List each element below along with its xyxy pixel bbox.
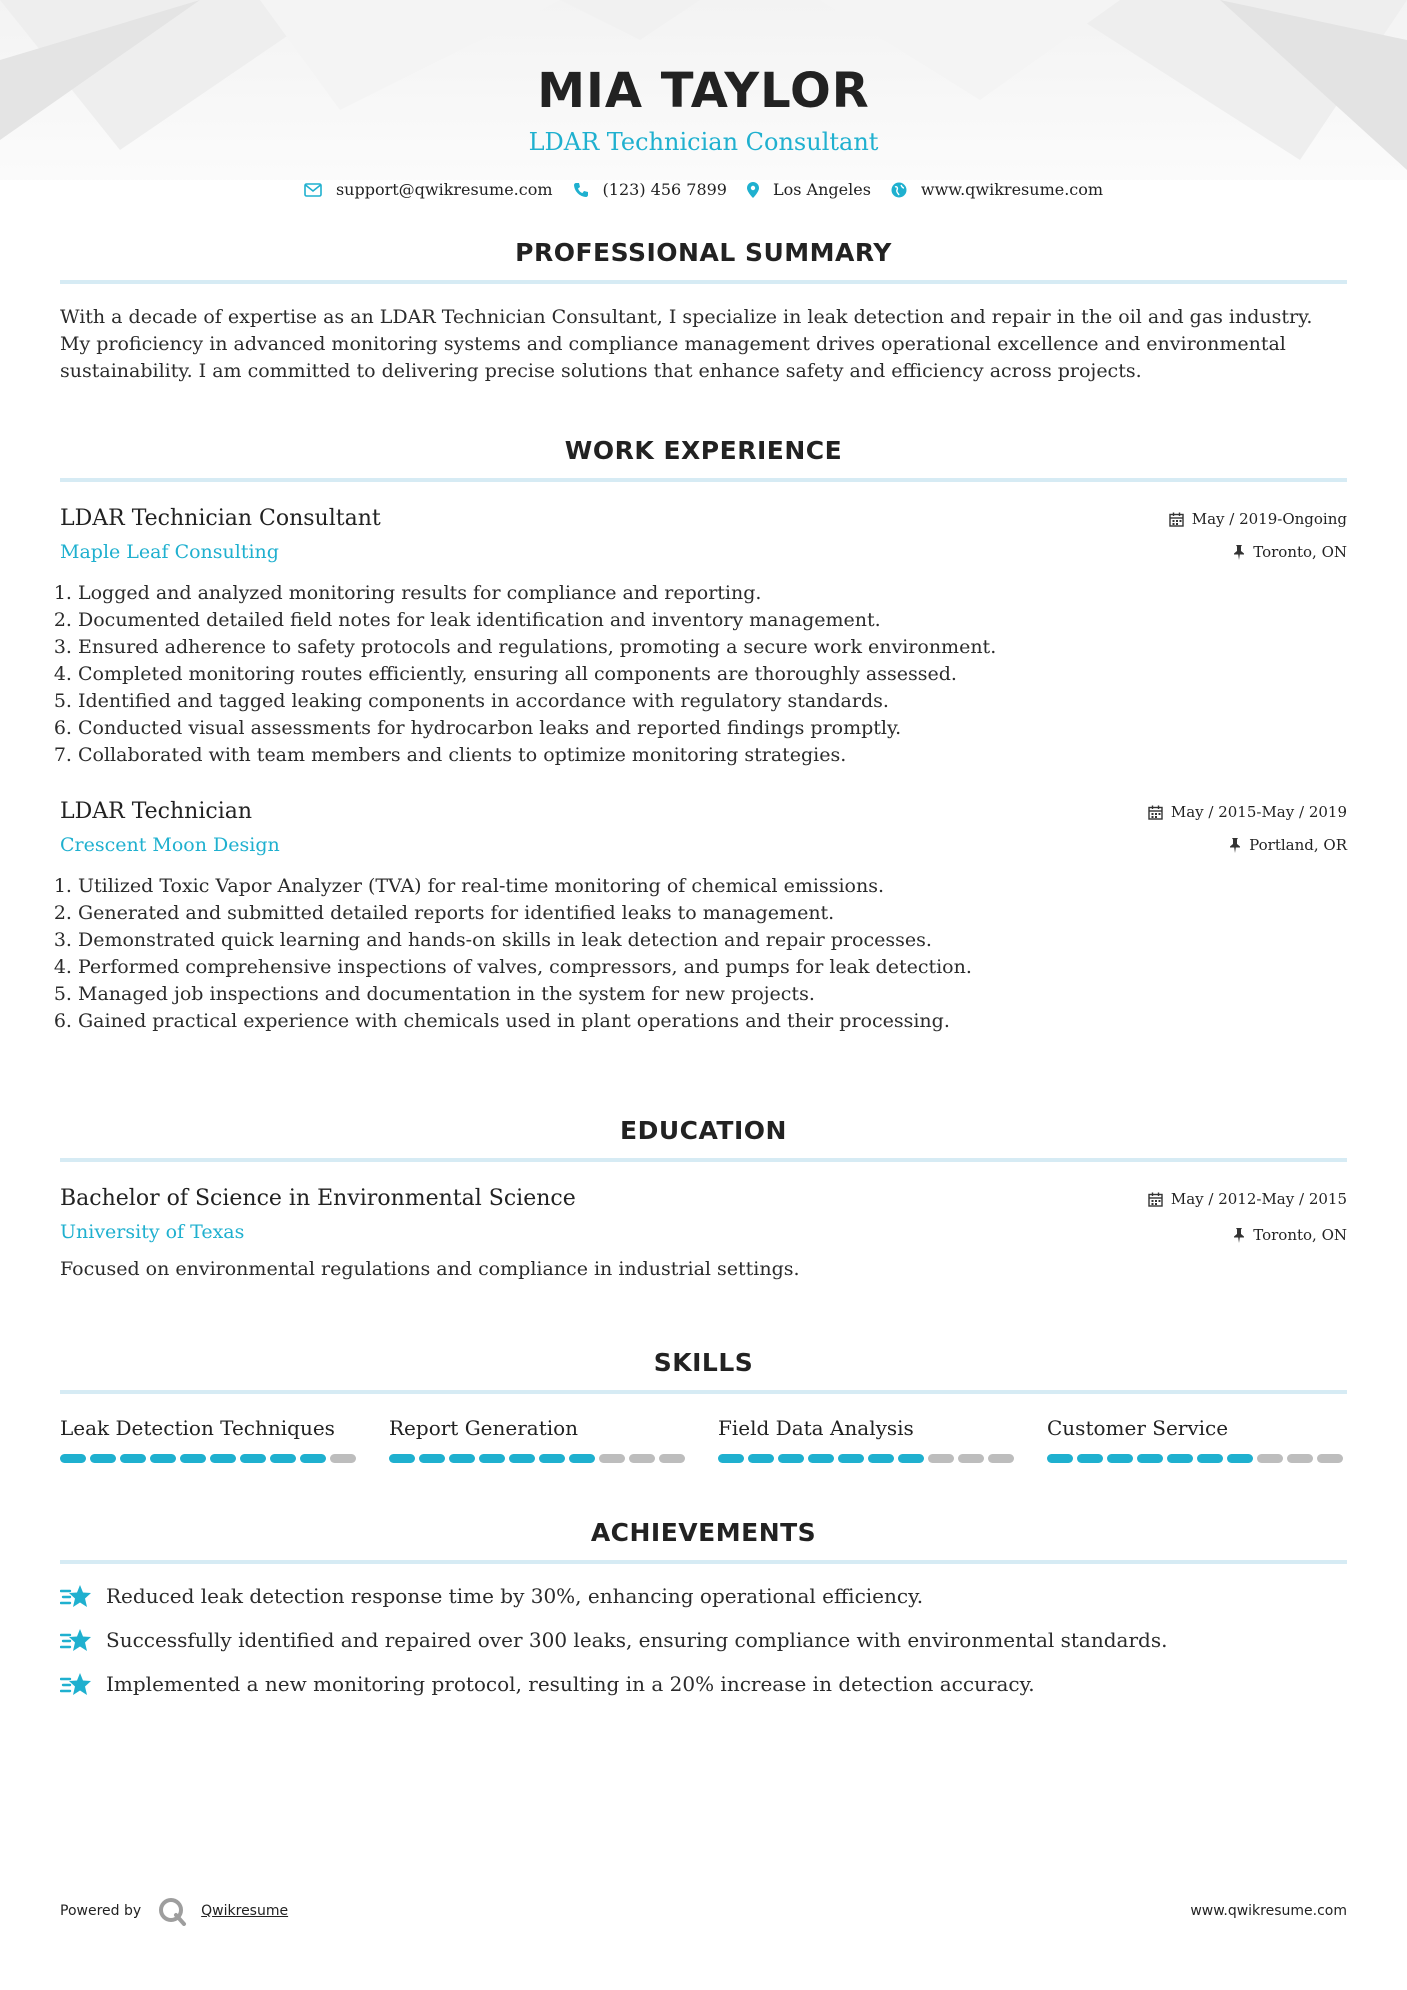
skill-name: Report Generation [389,1416,579,1440]
skill-segment-filled [389,1454,415,1463]
skill-level-bar [718,1454,1018,1463]
education-dates [1148,1188,1347,1210]
skill-segment-filled [569,1454,595,1463]
skill-segment-filled [1227,1454,1253,1463]
skills-section [60,1346,1347,1463]
shooting-star-icon [60,1582,92,1610]
list-item: 1. Utilized Toxic Vapor Analyzer (TVA) for real-time monitoring of chemical emissions. [78,873,1347,900]
qwikresume-link[interactable]: Qwikresume [201,1903,289,1919]
skill-segment-empty [1287,1454,1313,1463]
skill-segment-filled [60,1454,86,1463]
skill-item [60,1414,360,1463]
skill-segment-empty [599,1454,625,1463]
page-footer [60,1896,1347,1926]
skill-segment-filled [449,1454,475,1463]
list-item: 2. Generated and submitted detailed reports for identified leaks to management. [78,900,1347,927]
resume-header [0,0,1407,199]
job-location-text: Portland, OR [1249,836,1347,854]
list-item: 3. Demonstrated quick learning and hands-on skills in leak detection and repair processes. [78,927,1347,954]
skill-segment-filled [210,1454,236,1463]
skill-segment-filled [868,1454,894,1463]
education-location-text: Toronto, ON [1253,1226,1347,1244]
website-text: www.qwikresume.com [920,180,1104,199]
job-location [1148,834,1347,856]
achievements-heading: ACHIEVEMENTS [60,1516,1347,1564]
phone-text: (123) 456 7899 [602,180,727,199]
skill-item [1047,1414,1347,1463]
job-title: LDAR Technician Consultant [60,506,381,531]
education-meta [1148,1188,1347,1257]
skill-segment-filled [150,1454,176,1463]
globe-icon [891,182,907,198]
job-dates [1148,801,1347,823]
skill-segment-filled [1137,1454,1163,1463]
skill-segment-filled [748,1454,774,1463]
contact-email[interactable] [304,180,553,199]
list-item [60,1582,1347,1610]
skill-segment-empty [928,1454,954,1463]
education-description: Focused on environmental regulations and compliance in industrial settings. [60,1258,800,1280]
skill-segment-empty [1317,1454,1343,1463]
candidate-name: MIA TAYLOR [537,63,870,119]
skill-segment-filled [90,1454,116,1463]
skill-segment-filled [1167,1454,1193,1463]
school-name: University of Texas [60,1221,245,1243]
contact-phone[interactable] [573,180,727,199]
degree-title: Bachelor of Science in Environmental Science [60,1186,576,1211]
shooting-star-icon [60,1670,92,1698]
contact-bar [0,180,1407,199]
list-item: 2. Documented detailed field notes for leak identification and inventory management. [78,607,1347,634]
powered-by-label: Powered by [60,1903,142,1919]
list-item: 6. Gained practical experience with chemicals used in plant operations and their processing. [78,1008,1347,1035]
pushpin-icon [1233,1228,1245,1243]
skill-segment-filled [1107,1454,1133,1463]
list-item: 3. Ensured adherence to safety protocols and regulations, promoting a secure work environment. [78,634,1347,661]
list-item [60,1626,1347,1654]
powered-by [60,1896,288,1926]
contact-location [747,180,871,199]
achievement-text: Reduced leak detection response time by 30%, enhancing operational efficiency. [106,1584,924,1608]
calendar-icon [1148,1192,1163,1207]
achievement-text: Successfully identified and repaired over 300 leaks, ensuring compliance with environmental standards. [106,1628,1168,1652]
job-meta [1148,801,1347,867]
skill-segment-filled [808,1454,834,1463]
job-location [1169,541,1347,563]
education-entry [60,1184,1347,1283]
skill-segment-empty [330,1454,356,1463]
job-company: Maple Leaf Consulting [60,541,279,563]
skill-segment-filled [270,1454,296,1463]
list-item: 5. Identified and tagged leaking components in accordance with regulatory standards. [78,688,1347,715]
skill-segment-filled [539,1454,565,1463]
skill-segment-empty [1257,1454,1283,1463]
phone-icon [573,182,589,198]
list-item: 1. Logged and analyzed monitoring results for compliance and reporting. [78,580,1347,607]
skill-segment-filled [419,1454,445,1463]
job-entry [60,797,1347,1035]
skill-segment-filled [180,1454,206,1463]
job-duties [60,873,1347,1035]
candidate-role: LDAR Technician Consultant [528,128,879,156]
skill-segment-filled [898,1454,924,1463]
skill-name: Leak Detection Techniques [60,1416,335,1440]
skills-grid [60,1414,1347,1463]
skills-heading: SKILLS [60,1346,1347,1394]
skill-segment-filled [479,1454,505,1463]
skill-segment-filled [718,1454,744,1463]
list-item [60,1670,1347,1698]
skill-segment-filled [240,1454,266,1463]
experience-heading: WORK EXPERIENCE [60,434,1347,482]
skill-segment-filled [778,1454,804,1463]
job-title: LDAR Technician [60,799,253,824]
job-dates-text: May / 2015-May / 2019 [1170,803,1347,821]
calendar-icon [1169,512,1184,527]
skill-level-bar [389,1454,689,1463]
list-item: 4. Completed monitoring routes efficiently, ensuring all components are thoroughly assessed. [78,661,1347,688]
job-entry [60,504,1347,769]
skill-segment-filled [300,1454,326,1463]
skill-segment-empty [958,1454,984,1463]
skill-segment-filled [1047,1454,1073,1463]
skill-segment-empty [988,1454,1014,1463]
education-dates-text: May / 2012-May / 2015 [1170,1190,1347,1208]
skill-level-bar [1047,1454,1347,1463]
summary-section [60,236,1347,385]
skill-segment-filled [120,1454,146,1463]
experience-section [60,434,1347,1035]
job-company: Crescent Moon Design [60,834,280,856]
skill-name: Customer Service [1047,1416,1229,1440]
qwikresume-logo-icon [157,1896,187,1926]
pushpin-icon [1233,545,1245,560]
skill-item [718,1414,1018,1463]
job-dates [1169,508,1347,530]
skill-segment-filled [838,1454,864,1463]
summary-text: With a decade of expertise as an LDAR Technician Consultant, I specialize in leak detection and repair in the oil and gas industry. My proficiency in advanced monitoring systems and compliance management drives operational excellence and environmental sustainability. I am committed to delivering precise solutions that enhance safety and efficiency across projects. [60,306,1313,382]
summary-heading: PROFESSIONAL SUMMARY [60,236,1347,284]
education-section [60,1114,1347,1283]
skill-level-bar [60,1454,360,1463]
list-item: 4. Performed comprehensive inspections of valves, compressors, and pumps for leak detection. [78,954,1347,981]
skill-segment-empty [629,1454,655,1463]
education-heading: EDUCATION [60,1114,1347,1162]
achievements-list [60,1582,1347,1698]
skill-segment-empty [659,1454,685,1463]
job-location-text: Toronto, ON [1253,543,1347,561]
shooting-star-icon [60,1626,92,1654]
job-duties [60,580,1347,769]
achievements-section [60,1516,1347,1714]
list-item: 5. Managed job inspections and documentation in the system for new projects. [78,981,1347,1008]
skill-item [389,1414,689,1463]
skill-segment-filled [1197,1454,1223,1463]
footer-website[interactable]: www.qwikresume.com [1190,1903,1347,1919]
contact-website[interactable] [891,180,1103,199]
calendar-icon [1148,805,1163,820]
skill-segment-filled [1077,1454,1103,1463]
skill-name: Field Data Analysis [718,1416,914,1440]
skill-segment-filled [509,1454,535,1463]
envelope-icon [304,183,322,197]
achievement-text: Implemented a new monitoring protocol, resulting in a 20% increase in detection accuracy. [106,1672,1035,1696]
location-text: Los Angeles [772,180,871,199]
list-item: 6. Conducted visual assessments for hydrocarbon leaks and reported findings promptly. [78,715,1347,742]
pushpin-icon [1229,838,1241,853]
map-pin-icon [747,182,759,198]
email-text: support@qwikresume.com [335,180,553,199]
job-dates-text: May / 2019-Ongoing [1191,510,1347,528]
job-meta [1169,508,1347,574]
list-item: 7. Collaborated with team members and clients to optimize monitoring strategies. [78,742,1347,769]
education-location [1148,1224,1347,1246]
